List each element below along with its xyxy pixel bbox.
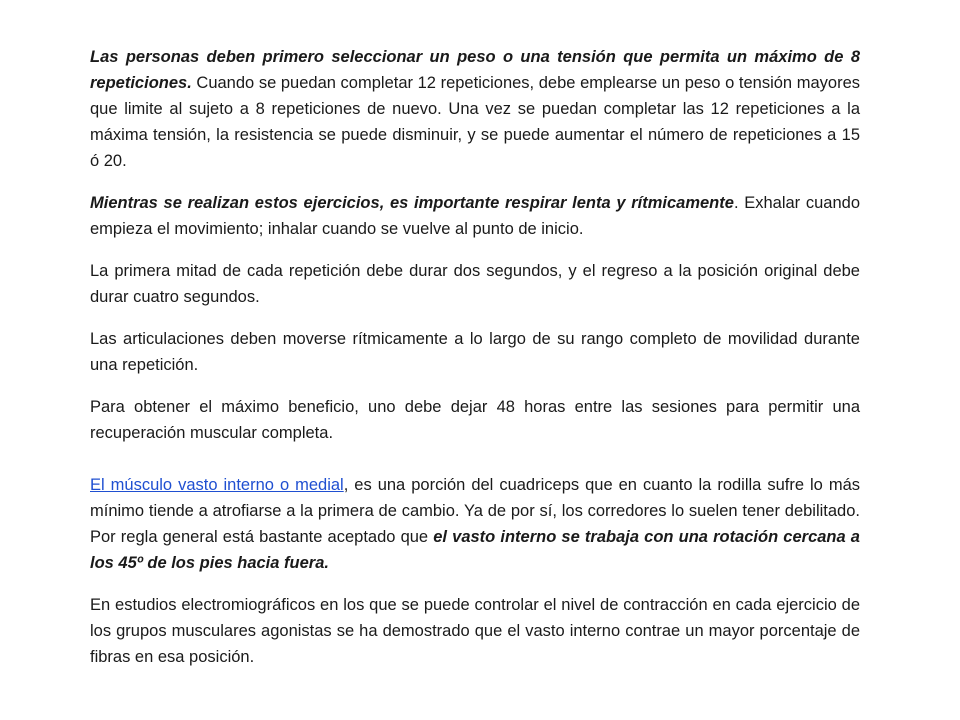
paragraph-vastus-medialis <box>90 472 860 576</box>
paragraph-electromyography <box>90 592 860 670</box>
paragraph-repetition-timing-body: La primera mitad de cada repetición debe durar dos segundos, y el regreso a la posición original debe durar cuatro segundos. <box>90 262 860 306</box>
paragraph-vastus-medialis-body: , es una porción del cuadriceps que en cuanto la rodilla sufre lo más mínimo tiende a atrofiarse a la primera de cambio. Ya de por sí, los corredores lo suelen tener debilitado. Por regla general está bastante aceptado que <box>90 476 861 546</box>
vastus-medialis-link[interactable]: El músculo vasto interno o medial <box>90 476 344 494</box>
slide-content <box>90 44 860 686</box>
paragraph-recovery <box>90 394 860 446</box>
paragraph-weight-selection <box>90 44 860 174</box>
paragraph-breathing-body: . Exhalar cuando empieza el movimiento; inhalar cuando se vuelve al punto de inicio. <box>90 194 860 238</box>
paragraph-joint-mobility-body: Las articulaciones deben moverse rítmicamente a lo largo de su rango completo de movilidad durante una repetición. <box>90 330 860 374</box>
paragraph-weight-selection-body: Cuando se puedan completar 12 repeticiones, debe emplearse un peso o tensión mayores que limite al sujeto a 8 repeticiones de nuevo. Una vez se puedan completar las 12 repeticiones a la máxima tensión, la resistencia se puede disminuir, y se puede aumentar el número de repeticiones a 15 ó 20. <box>90 74 860 170</box>
paragraph-weight-selection-emphasis: Las personas deben primero seleccionar un peso o una tensión que permita un máximo de 8 repeticiones. <box>90 48 860 92</box>
paragraph-joint-mobility <box>90 326 860 378</box>
paragraph-breathing <box>90 190 860 242</box>
paragraph-electromyography-body: En estudios electromiográficos en los que se puede controlar el nivel de contracción en cada ejercicio de los grupos musculares agonistas se ha demostrado que el vasto interno contrae un mayor porcentaje de fibras en esa posición. <box>90 596 860 666</box>
paragraph-recovery-body: Para obtener el máximo beneficio, uno debe dejar 48 horas entre las sesiones para permitir una recuperación muscular completa. <box>90 398 860 442</box>
paragraph-breathing-emphasis: Mientras se realizan estos ejercicios, es importante respirar lenta y rítmicamente <box>90 194 734 212</box>
paragraph-repetition-timing <box>90 258 860 310</box>
paragraph-vastus-medialis-emphasis: el vasto interno se trabaja con una rotación cercana a los 45º de los pies hacia fuera. <box>90 528 860 572</box>
